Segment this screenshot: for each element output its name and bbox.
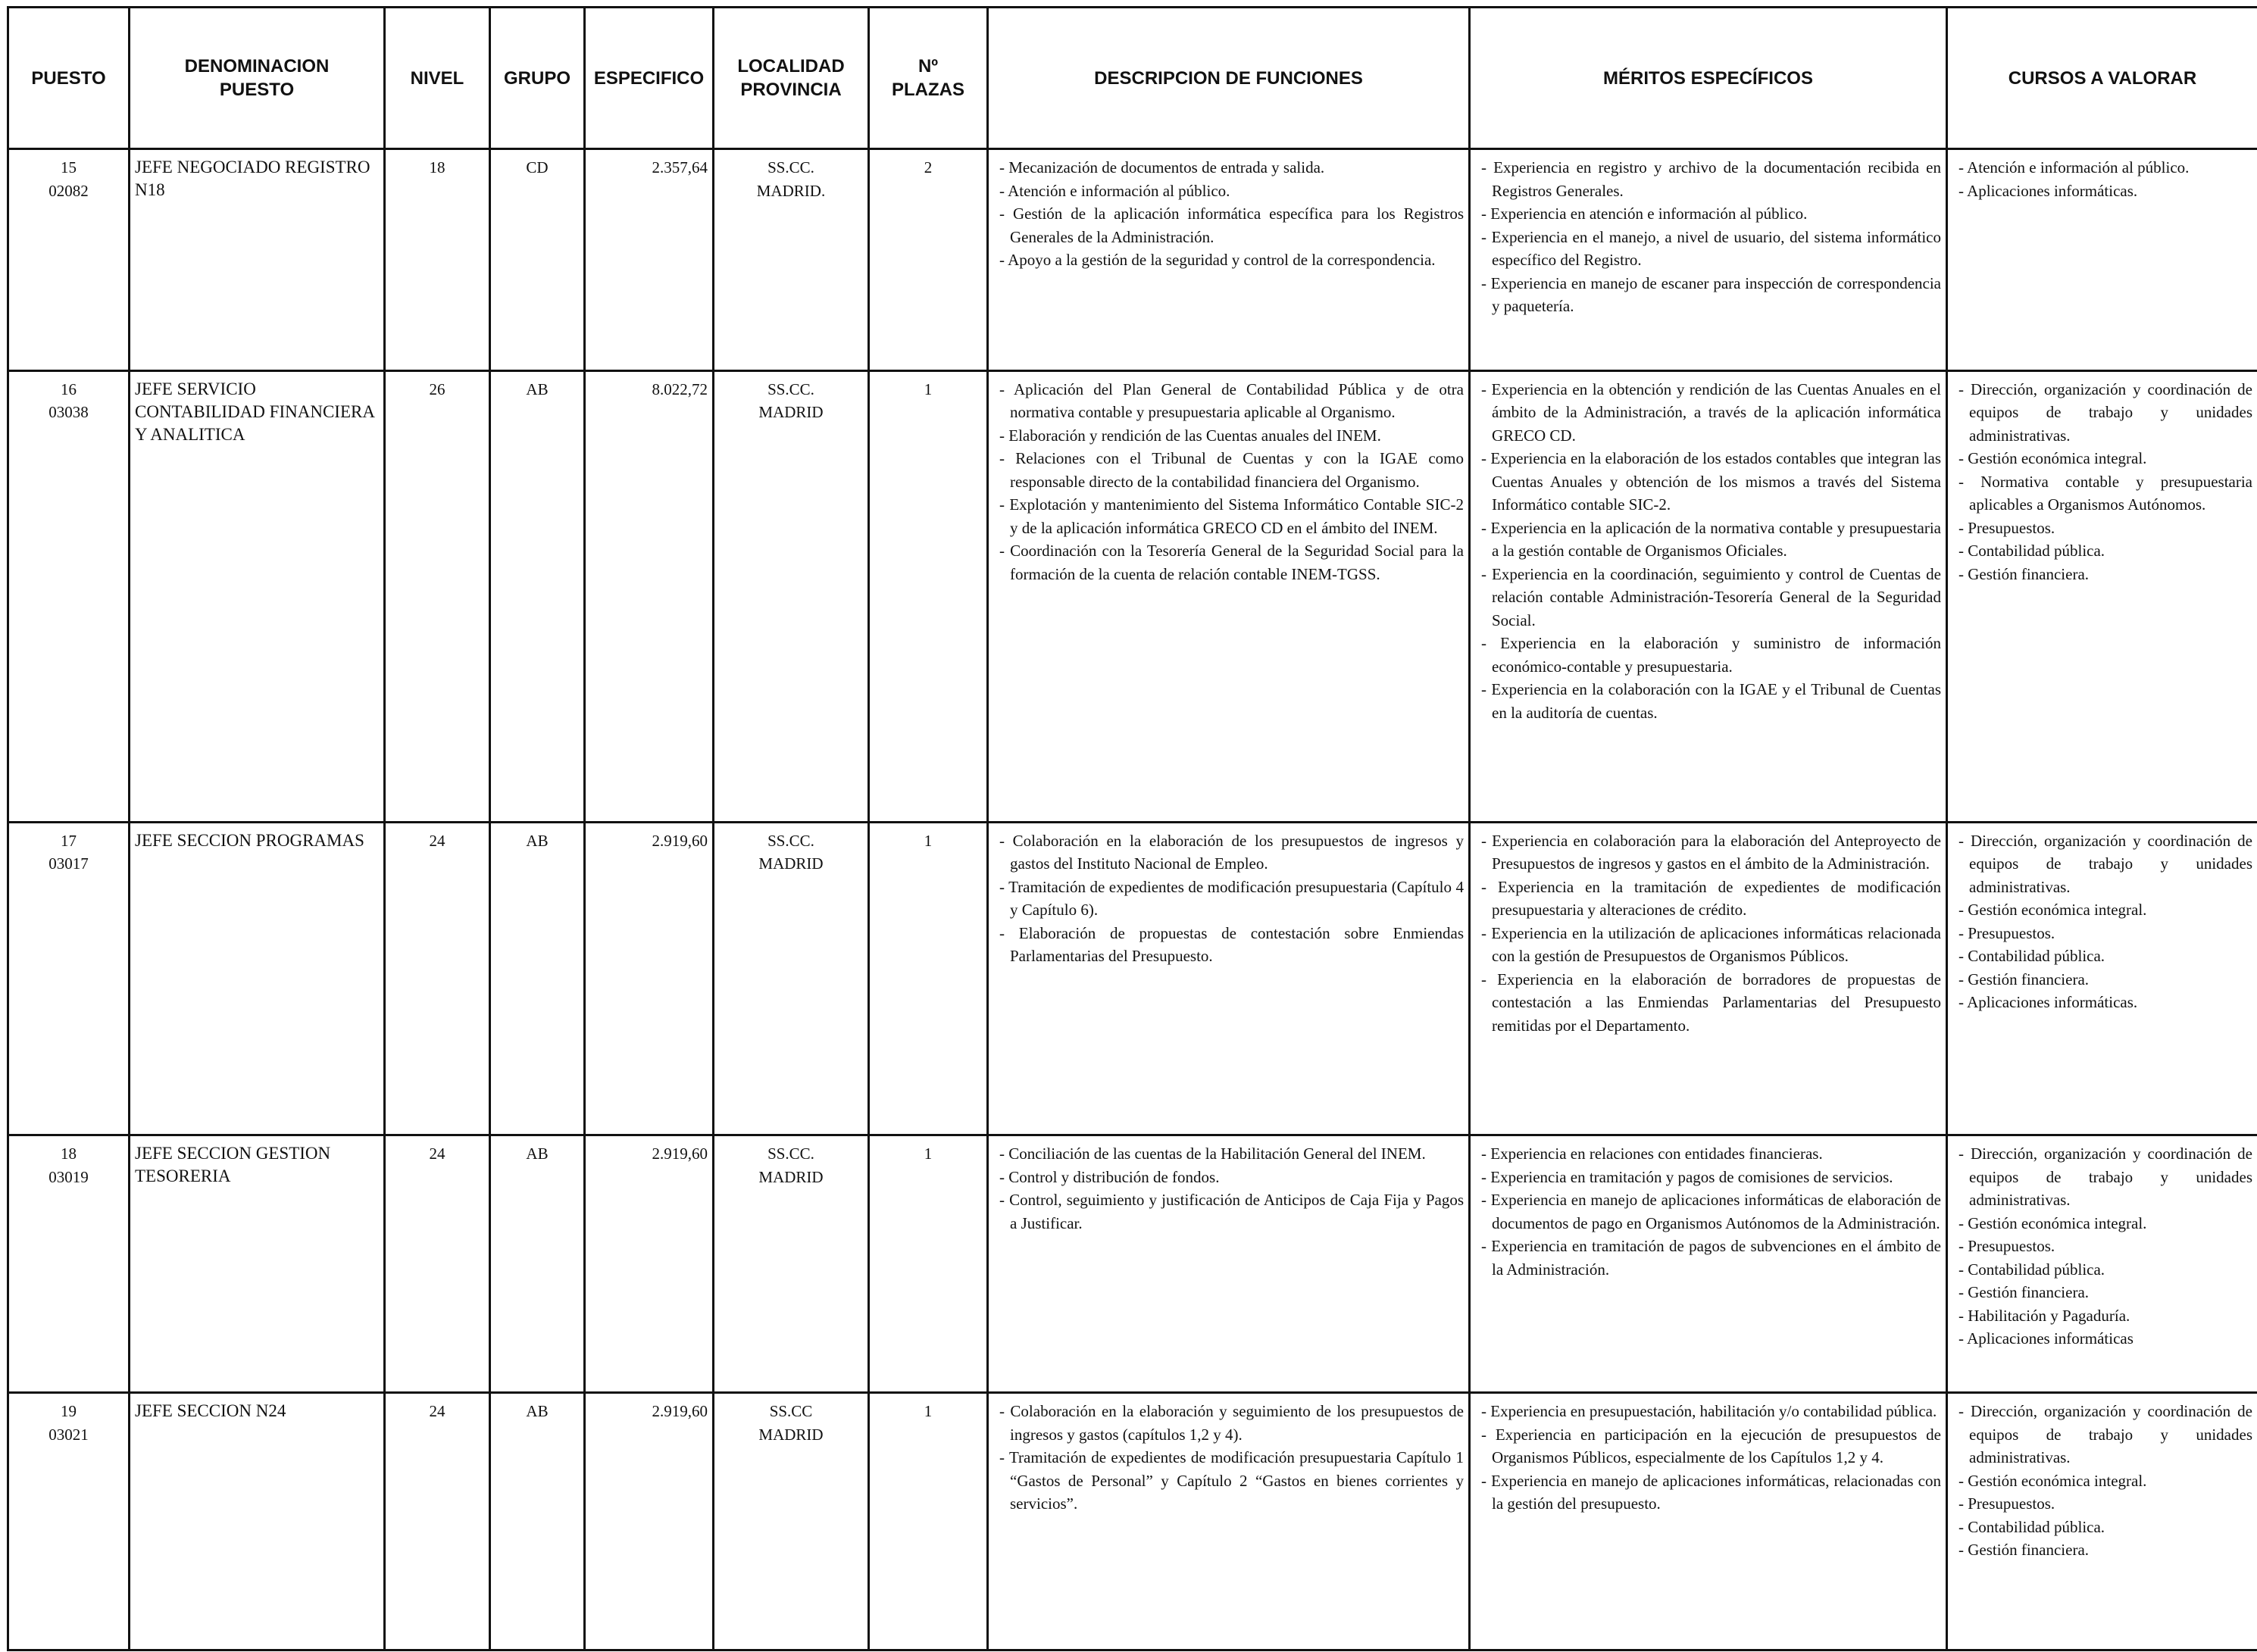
merito-item: - Experiencia en registro y archivo de la documentación recibida en Registros Generales. (1481, 158, 1941, 200)
cursos-cell (1947, 822, 2257, 1135)
localidad-line: MADRID. (756, 181, 826, 200)
merito-item: - Experiencia en manejo de escaner para inspección de correspondencia y paquetería. (1481, 273, 1941, 315)
puesto-code: 03017 (48, 854, 89, 873)
denominacion-line: TESORERIA (135, 1166, 231, 1186)
puesto-cell (8, 149, 130, 371)
meritos-cell (1470, 370, 1947, 822)
denominacion-cell (130, 822, 385, 1135)
localidad-line: SS.CC. (767, 831, 814, 850)
nivel-cell (385, 149, 490, 371)
especifico-cell (585, 149, 714, 371)
funcion-item: - Control y distribución de fondos. (999, 1167, 1220, 1186)
merito-item: - Experiencia en colaboración para la elaboración del Anteproyecto de Presupuestos de ingresos y gastos en el ámbito de la Administración. (1481, 831, 1941, 873)
curso-item: - Presupuestos. (1958, 1237, 2055, 1256)
nivel-cell (385, 822, 490, 1135)
cursos-cell (1947, 1393, 2257, 1650)
funcion-item: - Explotación y mantenimiento del Sistema Informático Contable SIC-2 y de la aplicación informática GRECO CD en el ámbito del INEM. (999, 495, 1464, 537)
puesto-code: 03019 (48, 1167, 89, 1186)
puesto-code: 02082 (48, 181, 89, 200)
merito-item: - Experiencia en la colaboración con la IGAE y el Tribunal de Cuentas en la auditoría de cuentas. (1481, 680, 1941, 722)
localidad-cell (714, 822, 869, 1135)
grupo-value: AB (526, 1145, 549, 1163)
merito-item: - Experiencia en relaciones con entidades financieras. (1481, 1145, 1823, 1163)
localidad-line: MADRID (758, 854, 824, 873)
header-puesto: PUESTO (8, 8, 130, 149)
merito-item: - Experiencia en el manejo, a nivel de usuario, del sistema informático específico del Registro. (1481, 227, 1941, 269)
grupo-value: CD (526, 158, 549, 176)
puesto-code: 03021 (48, 1425, 89, 1444)
grupo-cell (490, 370, 585, 822)
localidad-cell (714, 149, 869, 371)
funcion-item: - Control, seguimiento y justificación de Anticipos de Caja Fija y Pagos a Justificar. (999, 1191, 1464, 1232)
merito-item: - Experiencia en atención e información al público. (1481, 205, 1808, 223)
table-row (8, 1135, 2257, 1393)
table-header (8, 8, 2257, 149)
curso-item: - Gestión económica integral. (1958, 449, 2147, 468)
curso-item: - Contabilidad pública. (1958, 542, 2105, 561)
plazas-cell (869, 370, 988, 822)
table-row (8, 149, 2257, 371)
funcion-item: - Gestión de la aplicación informática específica para los Registros Generales de la Administración. (999, 205, 1464, 246)
localidad-line: MADRID (758, 1425, 824, 1444)
especifico-value: 2.919,60 (652, 1145, 708, 1163)
especifico-cell (585, 822, 714, 1135)
denominacion-cell (130, 370, 385, 822)
plazas-value: 1 (924, 831, 933, 850)
meritos-cell (1470, 149, 1947, 371)
merito-item: - Experiencia en la obtención y rendición de las Cuentas Anuales en el ámbito de la Administración, a través de la aplicación informática GRECO CD. (1481, 379, 1941, 445)
funciones-cell (988, 370, 1470, 822)
grupo-cell (490, 149, 585, 371)
puesto-cell (8, 1135, 130, 1393)
denominacion-line: JEFE SERVICIO (135, 379, 256, 398)
grupo-cell (490, 1135, 585, 1393)
puesto-cell (8, 370, 130, 822)
merito-item: - Experiencia en participación en la ejecución de presupuestos de Organismos Públicos, especialmente de los Capítulos 1,2 y 4. (1481, 1425, 1941, 1467)
merito-item: - Experiencia en la utilización de aplicaciones informáticas relacionada con la gestión de Presupuestos de Organismos Públicos. (1481, 923, 1941, 966)
funcion-item: - Relaciones con el Tribunal de Cuentas y con la IGAE como responsable directo de la contabilidad financiera del Organismo. (999, 449, 1464, 491)
nivel-value: 24 (429, 831, 445, 850)
plazas-cell (869, 149, 988, 371)
header-nivel: NIVEL (385, 8, 490, 149)
cursos-cell (1947, 370, 2257, 822)
curso-item: - Aplicaciones informáticas. (1958, 993, 2138, 1012)
grupo-cell (490, 1393, 585, 1650)
curso-item: - Habilitación y Pagaduría. (1958, 1306, 2130, 1325)
funcion-item: - Tramitación de expedientes de modificación presupuestaria Capítulo 1 “Gastos de Personal” y Capítulo 2 “Gastos en bienes corrientes y servicios”. (999, 1448, 1464, 1513)
table-row (8, 822, 2257, 1135)
funciones-cell (988, 1135, 1470, 1393)
puesto-number: 18 (61, 1145, 77, 1163)
denominacion-cell (130, 149, 385, 371)
plazas-value: 1 (924, 379, 933, 398)
curso-item: - Aplicaciones informáticas. (1958, 181, 2138, 200)
especifico-value: 2.919,60 (652, 1402, 708, 1421)
nivel-cell (385, 370, 490, 822)
merito-item: - Experiencia en tramitación y pagos de comisiones de servicios. (1481, 1167, 1893, 1186)
plazas-cell (869, 822, 988, 1135)
plazas-value: 2 (924, 158, 933, 176)
grupo-value: AB (526, 831, 549, 850)
curso-item: - Normativa contable y presupuestaria aplicables a Organismos Autónomos. (1958, 472, 2252, 514)
localidad-line: SS.CC. (767, 379, 814, 398)
header-especifico: ESPECIFICO (585, 8, 714, 149)
funcion-item: - Colaboración en la elaboración de los presupuestos de ingresos y gastos del Instituto Nacional de Empleo. (999, 831, 1464, 873)
puesto-cell (8, 822, 130, 1135)
header-denominacion: DENOMINACION PUESTO (130, 8, 385, 149)
table-row (8, 1393, 2257, 1650)
funcion-item: - Apoyo a la gestión de la seguridad y control de la correspondencia. (999, 251, 1436, 269)
localidad-line: MADRID (758, 403, 824, 422)
grupo-value: AB (526, 1402, 549, 1421)
curso-item: - Presupuestos. (1958, 518, 2055, 537)
localidad-cell (714, 1135, 869, 1393)
curso-item: - Contabilidad pública. (1958, 1517, 2105, 1536)
especifico-value: 2.919,60 (652, 831, 708, 850)
denominacion-line: N18 (135, 180, 165, 199)
merito-item: - Experiencia en la coordinación, seguimiento y control de Cuentas de relación contable Administración-Tesorería General de la Seguridad Social. (1481, 564, 1941, 629)
cursos-cell (1947, 1135, 2257, 1393)
curso-item: - Gestión económica integral. (1958, 901, 2147, 920)
funcion-item: - Aplicación del Plan General de Contabilidad Pública y de otra normativa contable y presupuestaria aplicable al Organismo. (999, 379, 1464, 422)
curso-item: - Contabilidad pública. (1958, 1260, 2105, 1279)
nivel-value: 18 (429, 158, 445, 176)
curso-item: - Dirección, organización y coordinación de equipos de trabajo y unidades administrativas. (1958, 831, 2252, 896)
localidad-line: SS.CC. (767, 158, 814, 176)
localidad-cell (714, 1393, 869, 1650)
especifico-cell (585, 370, 714, 822)
plazas-value: 1 (924, 1145, 933, 1163)
funcion-item: - Conciliación de las cuentas de la Habilitación General del INEM. (999, 1145, 1426, 1163)
grupo-cell (490, 822, 585, 1135)
merito-item: - Experiencia en presupuestación, habilitación y/o contabilidad pública. (1481, 1402, 1937, 1421)
denominacion-line: JEFE SECCION N24 (135, 1401, 286, 1421)
funcion-item: - Coordinación con la Tesorería General de la Seguridad Social para la formación de la cuenta de relación contable INEM-TGSS. (999, 542, 1464, 583)
header-funciones: DESCRIPCION DE FUNCIONES (988, 8, 1470, 149)
meritos-cell (1470, 1135, 1947, 1393)
curso-item: - Gestión financiera. (1958, 970, 2090, 988)
localidad-cell (714, 370, 869, 822)
merito-item: - Experiencia en la elaboración y suministro de información económico-contable y presupuestaria. (1481, 634, 1941, 676)
merito-item: - Experiencia en tramitación de pagos de subvenciones en el ámbito de la Administración. (1481, 1237, 1941, 1279)
especifico-cell (585, 1135, 714, 1393)
funciones-cell (988, 822, 1470, 1135)
curso-item: - Gestión financiera. (1958, 1541, 2090, 1560)
cursos-cell (1947, 149, 2257, 371)
localidad-line: SS.CC (769, 1402, 813, 1421)
nivel-cell (385, 1135, 490, 1393)
merito-item: - Experiencia en la aplicación de la normativa contable y presupuestaria a la gestión contable de Organismos Oficiales. (1481, 518, 1941, 561)
nivel-cell (385, 1393, 490, 1650)
puesto-number: 17 (61, 831, 77, 850)
curso-item: - Presupuestos. (1958, 923, 2055, 942)
curso-item: - Gestión económica integral. (1958, 1213, 2147, 1232)
puesto-number: 19 (61, 1402, 77, 1421)
header-plazas: Nº PLAZAS (869, 8, 988, 149)
table-body (8, 149, 2257, 1650)
plazas-value: 1 (924, 1402, 933, 1421)
denominacion-line: CONTABILIDAD FINANCIERA (135, 401, 375, 421)
merito-item: - Experiencia en manejo de aplicaciones informáticas de elaboración de documentos de pago en Organismos Autónomos de la Administración. (1481, 1191, 1941, 1232)
funciones-cell (988, 1393, 1470, 1650)
funcion-item: - Elaboración de propuestas de contestación sobre Enmiendas Parlamentarias del Presupuesto. (999, 923, 1464, 966)
puesto-number: 16 (61, 379, 77, 398)
denominacion-line: JEFE NEGOCIADO REGISTRO (135, 158, 370, 176)
header-localidad: LOCALIDAD PROVINCIA (714, 8, 869, 149)
merito-item: - Experiencia en la tramitación de expedientes de modificación presupuestaria y alteraciones de crédito. (1481, 877, 1941, 920)
denominacion-line: Y ANALITICA (135, 424, 245, 444)
funciones-cell (988, 149, 1470, 371)
plazas-cell (869, 1393, 988, 1650)
localidad-line: MADRID (758, 1167, 824, 1186)
curso-item: - Gestión económica integral. (1958, 1471, 2147, 1490)
nivel-value: 26 (429, 379, 445, 398)
funcion-item: - Elaboración y rendición de las Cuentas anuales del INEM. (999, 426, 1381, 445)
header-row (8, 8, 2257, 149)
curso-item: - Gestión financiera. (1958, 1283, 2090, 1302)
curso-item: - Contabilidad pública. (1958, 947, 2105, 966)
merito-item: - Experiencia en la elaboración de los estados contables que integran las Cuentas Anuales y obtención de los mismos a través del Sistema Informático contable SIC-2. (1481, 449, 1941, 514)
nivel-value: 24 (429, 1145, 445, 1163)
curso-item: - Aplicaciones informáticas (1958, 1329, 2134, 1348)
plazas-cell (869, 1135, 988, 1393)
header-meritos: MÉRITOS ESPECÍFICOS (1470, 8, 1947, 149)
curso-item: - Dirección, organización y coordinación de equipos de trabajo y unidades administrativas. (1958, 1402, 2252, 1467)
denominacion-cell (130, 1393, 385, 1650)
puesto-cell (8, 1393, 130, 1650)
funcion-item: - Colaboración en la elaboración y seguimiento de los presupuestos de ingresos y gastos (capítulos 1,2 y 4). (999, 1402, 1464, 1444)
curso-item: - Dirección, organización y coordinación de equipos de trabajo y unidades administrativas. (1958, 379, 2252, 445)
grupo-value: AB (526, 379, 549, 398)
denominacion-line: JEFE SECCION GESTION (135, 1144, 331, 1163)
header-cursos: CURSOS A VALORAR (1947, 8, 2257, 149)
localidad-line: SS.CC. (767, 1145, 814, 1163)
denominacion-cell (130, 1135, 385, 1393)
merito-item: - Experiencia en manejo de aplicaciones informáticas, relacionadas con la gestión del presupuesto. (1481, 1471, 1941, 1513)
nivel-value: 24 (429, 1402, 445, 1421)
especifico-value: 8.022,72 (652, 379, 708, 398)
header-grupo: GRUPO (490, 8, 585, 149)
funcion-item: - Mecanización de documentos de entrada y salida. (999, 158, 1325, 176)
curso-item: - Gestión financiera. (1958, 564, 2090, 583)
puesto-number: 15 (61, 158, 77, 176)
curso-item: - Presupuestos. (1958, 1494, 2055, 1513)
merito-item: - Experiencia en la elaboración de borradores de propuestas de contestación a las Enmiendas Parlamentarias del Presupuesto remitidas por el Departamento. (1481, 970, 1941, 1035)
meritos-cell (1470, 822, 1947, 1135)
meritos-cell (1470, 1393, 1947, 1650)
especifico-cell (585, 1393, 714, 1650)
curso-item: - Dirección, organización y coordinación de equipos de trabajo y unidades administrativas. (1958, 1145, 2252, 1210)
funcion-item: - Atención e información al público. (999, 181, 1230, 200)
denominacion-line: JEFE SECCION PROGRAMAS (135, 830, 364, 850)
curso-item: - Atención e información al público. (1958, 158, 2190, 176)
puesto-code: 03038 (48, 403, 89, 422)
especifico-value: 2.357,64 (652, 158, 708, 176)
table-row (8, 370, 2257, 822)
funcion-item: - Tramitación de expedientes de modificación presupuestaria (Capítulo 4 y Capítulo 6). (999, 877, 1464, 920)
puestos-table (7, 6, 2257, 1651)
